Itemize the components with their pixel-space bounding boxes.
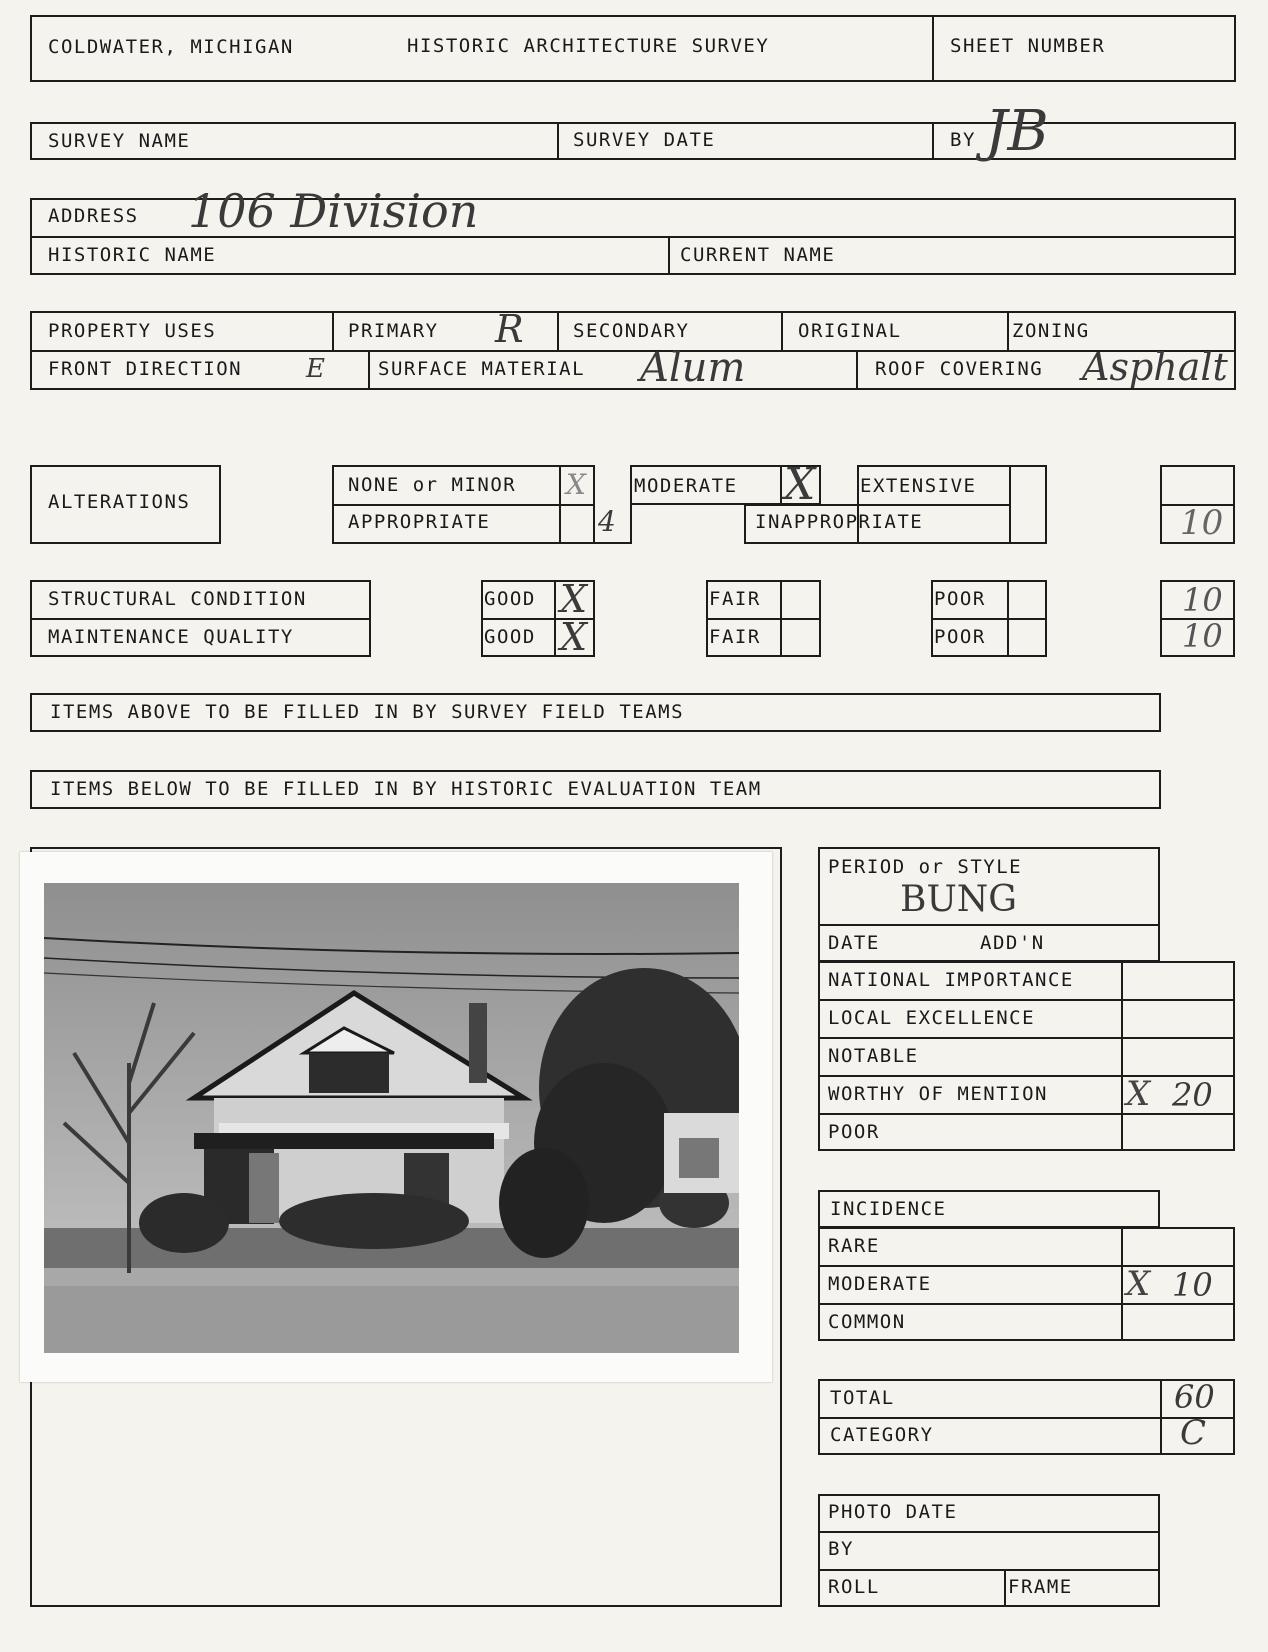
moderate-mark: X	[784, 459, 816, 510]
condition-row-divider	[30, 618, 371, 620]
address-divider	[668, 236, 670, 275]
appropriate-label: APPROPRIATE	[348, 511, 491, 533]
photo-by-label: BY	[828, 1538, 854, 1560]
roof-covering-value: Asphalt	[1082, 345, 1228, 389]
importance-item-label: LOCAL EXCELLENCE	[828, 1007, 1036, 1029]
category-value: C	[1180, 1413, 1207, 1453]
address-value: 106 Division	[188, 184, 479, 238]
front-direction-label: FRONT DIRECTION	[48, 358, 243, 380]
survey-divider-2	[932, 122, 934, 160]
header-city: COLDWATER, MICHIGAN	[48, 36, 294, 58]
importance-row-divider	[818, 999, 1235, 1001]
incidence-item-label: COMMON	[828, 1311, 906, 1333]
importance-item-mark: X	[1126, 1074, 1151, 1114]
front-direction-value: E	[306, 354, 325, 384]
structural-score: 10	[1182, 581, 1223, 619]
maintenance-good-mark: X	[560, 615, 588, 659]
structural-good-label: GOOD	[484, 588, 536, 610]
incidence-item-label: RARE	[828, 1235, 880, 1257]
surface-material-label: SURFACE MATERIAL	[378, 358, 586, 380]
extensive-label: EXTENSIVE	[860, 475, 977, 497]
sheet-number-label: SHEET NUMBER	[950, 35, 1106, 57]
historic-name-label: HISTORIC NAME	[48, 244, 217, 266]
totals-row-divider	[818, 1417, 1235, 1419]
maintenance-score: 10	[1182, 617, 1223, 655]
incidence-row-divider	[818, 1303, 1235, 1305]
alterations-label: ALTERATIONS	[48, 491, 191, 513]
importance-item-score: 20	[1172, 1076, 1213, 1114]
property-uses-label: PROPERTY USES	[48, 320, 217, 342]
maintenance-good-label: GOOD	[484, 626, 536, 648]
importance-item-label: NATIONAL IMPORTANCE	[828, 969, 1074, 991]
totals-col-divider	[1160, 1379, 1162, 1455]
total-value: 60	[1174, 1378, 1215, 1416]
moderate-label: MODERATE	[634, 475, 738, 497]
survey-name-label: SURVEY NAME	[48, 130, 191, 152]
alterations-score: 10	[1180, 503, 1224, 543]
good-check-divider	[554, 580, 556, 657]
incidence-col-divider	[1121, 1227, 1123, 1341]
primary-value: R	[495, 307, 524, 351]
property-row-divider	[30, 350, 1236, 352]
importance-item-label: POOR	[828, 1121, 880, 1143]
importance-col-divider	[1121, 961, 1123, 1151]
address-label: ADDRESS	[48, 205, 139, 227]
period-row-divider	[818, 924, 1160, 926]
property-div-3	[781, 311, 783, 350]
structural-poor-label: POOR	[934, 588, 986, 610]
importance-item-label: WORTHY OF MENTION	[828, 1083, 1048, 1105]
incidence-item-mark: X	[1126, 1264, 1151, 1304]
period-value: BUNG	[900, 879, 1018, 920]
photo-info-div-2	[818, 1569, 1160, 1571]
none-minor-mark: X	[566, 468, 586, 501]
maintenance-fair-label: FAIR	[709, 626, 761, 648]
maintenance-poor-label: POOR	[934, 626, 986, 648]
property-div-1	[332, 311, 334, 350]
photo-info-col-divider	[1004, 1569, 1006, 1607]
appropriate-bottom-ext	[595, 542, 632, 544]
property-div-5	[368, 350, 370, 390]
structural-good-mark: X	[560, 577, 588, 621]
importance-row-divider	[818, 1113, 1235, 1115]
period-label: PERIOD or STYLE	[828, 856, 1023, 878]
field-teams-note: ITEMS ABOVE TO BE FILLED IN BY SURVEY FIELD TEAMS	[50, 701, 685, 723]
moderate-check-divider	[780, 465, 782, 505]
surface-material-value: Alum	[640, 345, 746, 391]
form-title: HISTORIC ARCHITECTURE SURVEY	[407, 35, 770, 57]
secondary-label: SECONDARY	[573, 320, 690, 342]
maintenance-quality-label: MAINTENANCE QUALITY	[48, 626, 294, 648]
property-div-6	[856, 350, 858, 390]
inappropriate-label: INAPPROPRIATE	[755, 511, 924, 533]
fair-row-divider	[706, 618, 821, 620]
photo-info-div-1	[818, 1531, 1160, 1533]
importance-row-divider	[818, 1037, 1235, 1039]
none-minor-row-divider	[332, 504, 595, 506]
survey-by-signature: JB	[985, 99, 1049, 164]
primary-label: PRIMARY	[348, 320, 439, 342]
zoning-label: ZONING	[1012, 320, 1090, 342]
appropriate-mark: 4	[598, 505, 616, 538]
incidence-item-score: 10	[1172, 1266, 1213, 1304]
none-minor-label: NONE or MINOR	[348, 474, 517, 496]
poor-check-divider	[1007, 580, 1009, 657]
evaluation-team-note: ITEMS BELOW TO BE FILLED IN BY HISTORIC EVALUATION TEAM	[50, 778, 762, 800]
roll-label: ROLL	[828, 1576, 880, 1598]
roof-covering-label: ROOF COVERING	[875, 358, 1044, 380]
date-value: ADD'N	[980, 932, 1045, 954]
property-div-2	[557, 311, 559, 350]
structural-condition-label: STRUCTURAL CONDITION	[48, 588, 307, 610]
structural-fair-label: FAIR	[709, 588, 761, 610]
photo-date-label: PHOTO DATE	[828, 1501, 958, 1523]
total-label: TOTAL	[830, 1387, 895, 1409]
property-div-4	[1007, 311, 1009, 350]
survey-by-label: BY	[950, 129, 976, 151]
current-name-label: CURRENT NAME	[680, 244, 836, 266]
category-label: CATEGORY	[830, 1424, 934, 1446]
original-label: ORIGINAL	[798, 320, 902, 342]
frame-label: FRAME	[1008, 1576, 1073, 1598]
house-photo	[44, 883, 739, 1353]
importance-item-label: NOTABLE	[828, 1045, 919, 1067]
header-divider	[932, 15, 934, 82]
survey-date-label: SURVEY DATE	[573, 129, 716, 151]
fair-check-divider	[780, 580, 782, 657]
survey-divider-1	[557, 122, 559, 160]
appropriate-right-edge	[630, 504, 632, 544]
date-label: DATE	[828, 932, 880, 954]
poor-row-divider	[931, 618, 1047, 620]
incidence-item-label: MODERATE	[828, 1273, 932, 1295]
incidence-label: INCIDENCE	[830, 1198, 947, 1220]
none-minor-check-divider	[559, 465, 561, 544]
